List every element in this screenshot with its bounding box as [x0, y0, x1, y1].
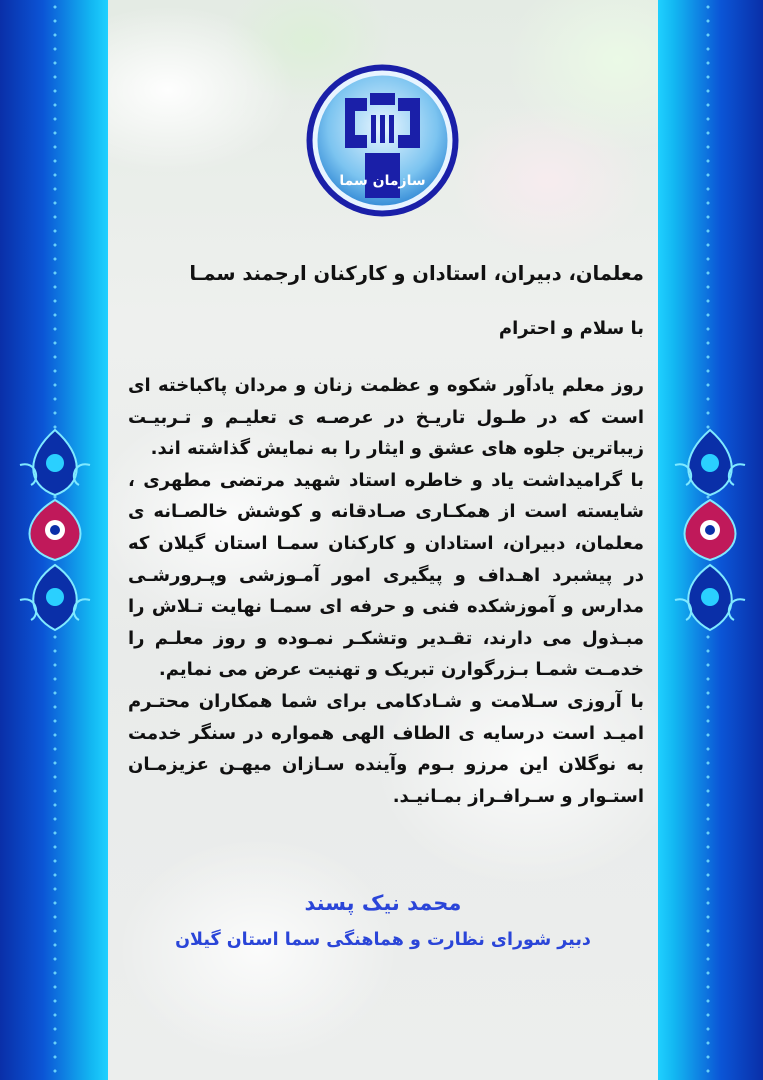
- sama-logo-icon: [305, 63, 460, 218]
- right-floral-ornament-icon: [671, 425, 749, 635]
- letter-paragraph: با آروزی سـلامت و شـادکامی برای شما همکاران محتـرم امیـد است درسایه ی الطاف الهی همواره در سنگر خدمت به نوگلان این مرزو بـوم وآینده سـازان میهـن عزیزمـان استـوار و سـرافـراز بمـانیـد.: [128, 690, 644, 807]
- letter-paragraph: با گرامیداشت یاد و خاطره استاد شهید مرتضی مطهری ، شایسته است از همکـاری صـادقانه و کوشش خالصـانه ی معلمان، دبیران، استادان و کارکنان سمـا استان گیلان که در پیشبرد اهـداف و پیگیری امور آمـوزشی وپـرورشـی مدارس و آموزشکده فنی و حرفه ای سمـا نهایت تـلاش را مبـذول می دارند، تقـدیر وتشکـر نمـوده و روز معلـم را خدمـت شمـا بـزرگوارن تبریک و تهنیت عرض می نمایم.: [128, 469, 644, 681]
- logo-script-text: سازمان سما: [339, 173, 426, 189]
- signature-title: دبیر شورای نظارت و هماهنگی سما استان گیلان: [175, 930, 591, 950]
- letter-panel: [108, 0, 658, 1080]
- letter-heading: معلمان، دبیران، استادان و کارکنان ارجمند سمـا: [189, 262, 644, 285]
- right-border: [658, 0, 763, 1080]
- letter-paragraph: روز معلم یادآور شکوه و عظمت زنان و مردان پاکباخته ای است که در طـول تاریـخ در عرصـه ی تعلیـم و تـربیـت زیباترین جلوه های عشق و ایثار را به نمایش گذاشته اند.: [128, 375, 644, 460]
- letter-greeting: با سلام و احترام: [498, 318, 644, 339]
- letter-body: [128, 370, 644, 812]
- left-floral-ornament-icon: [16, 425, 94, 635]
- left-border: [0, 0, 108, 1080]
- signature-name: محمد نیک پسند: [304, 891, 462, 915]
